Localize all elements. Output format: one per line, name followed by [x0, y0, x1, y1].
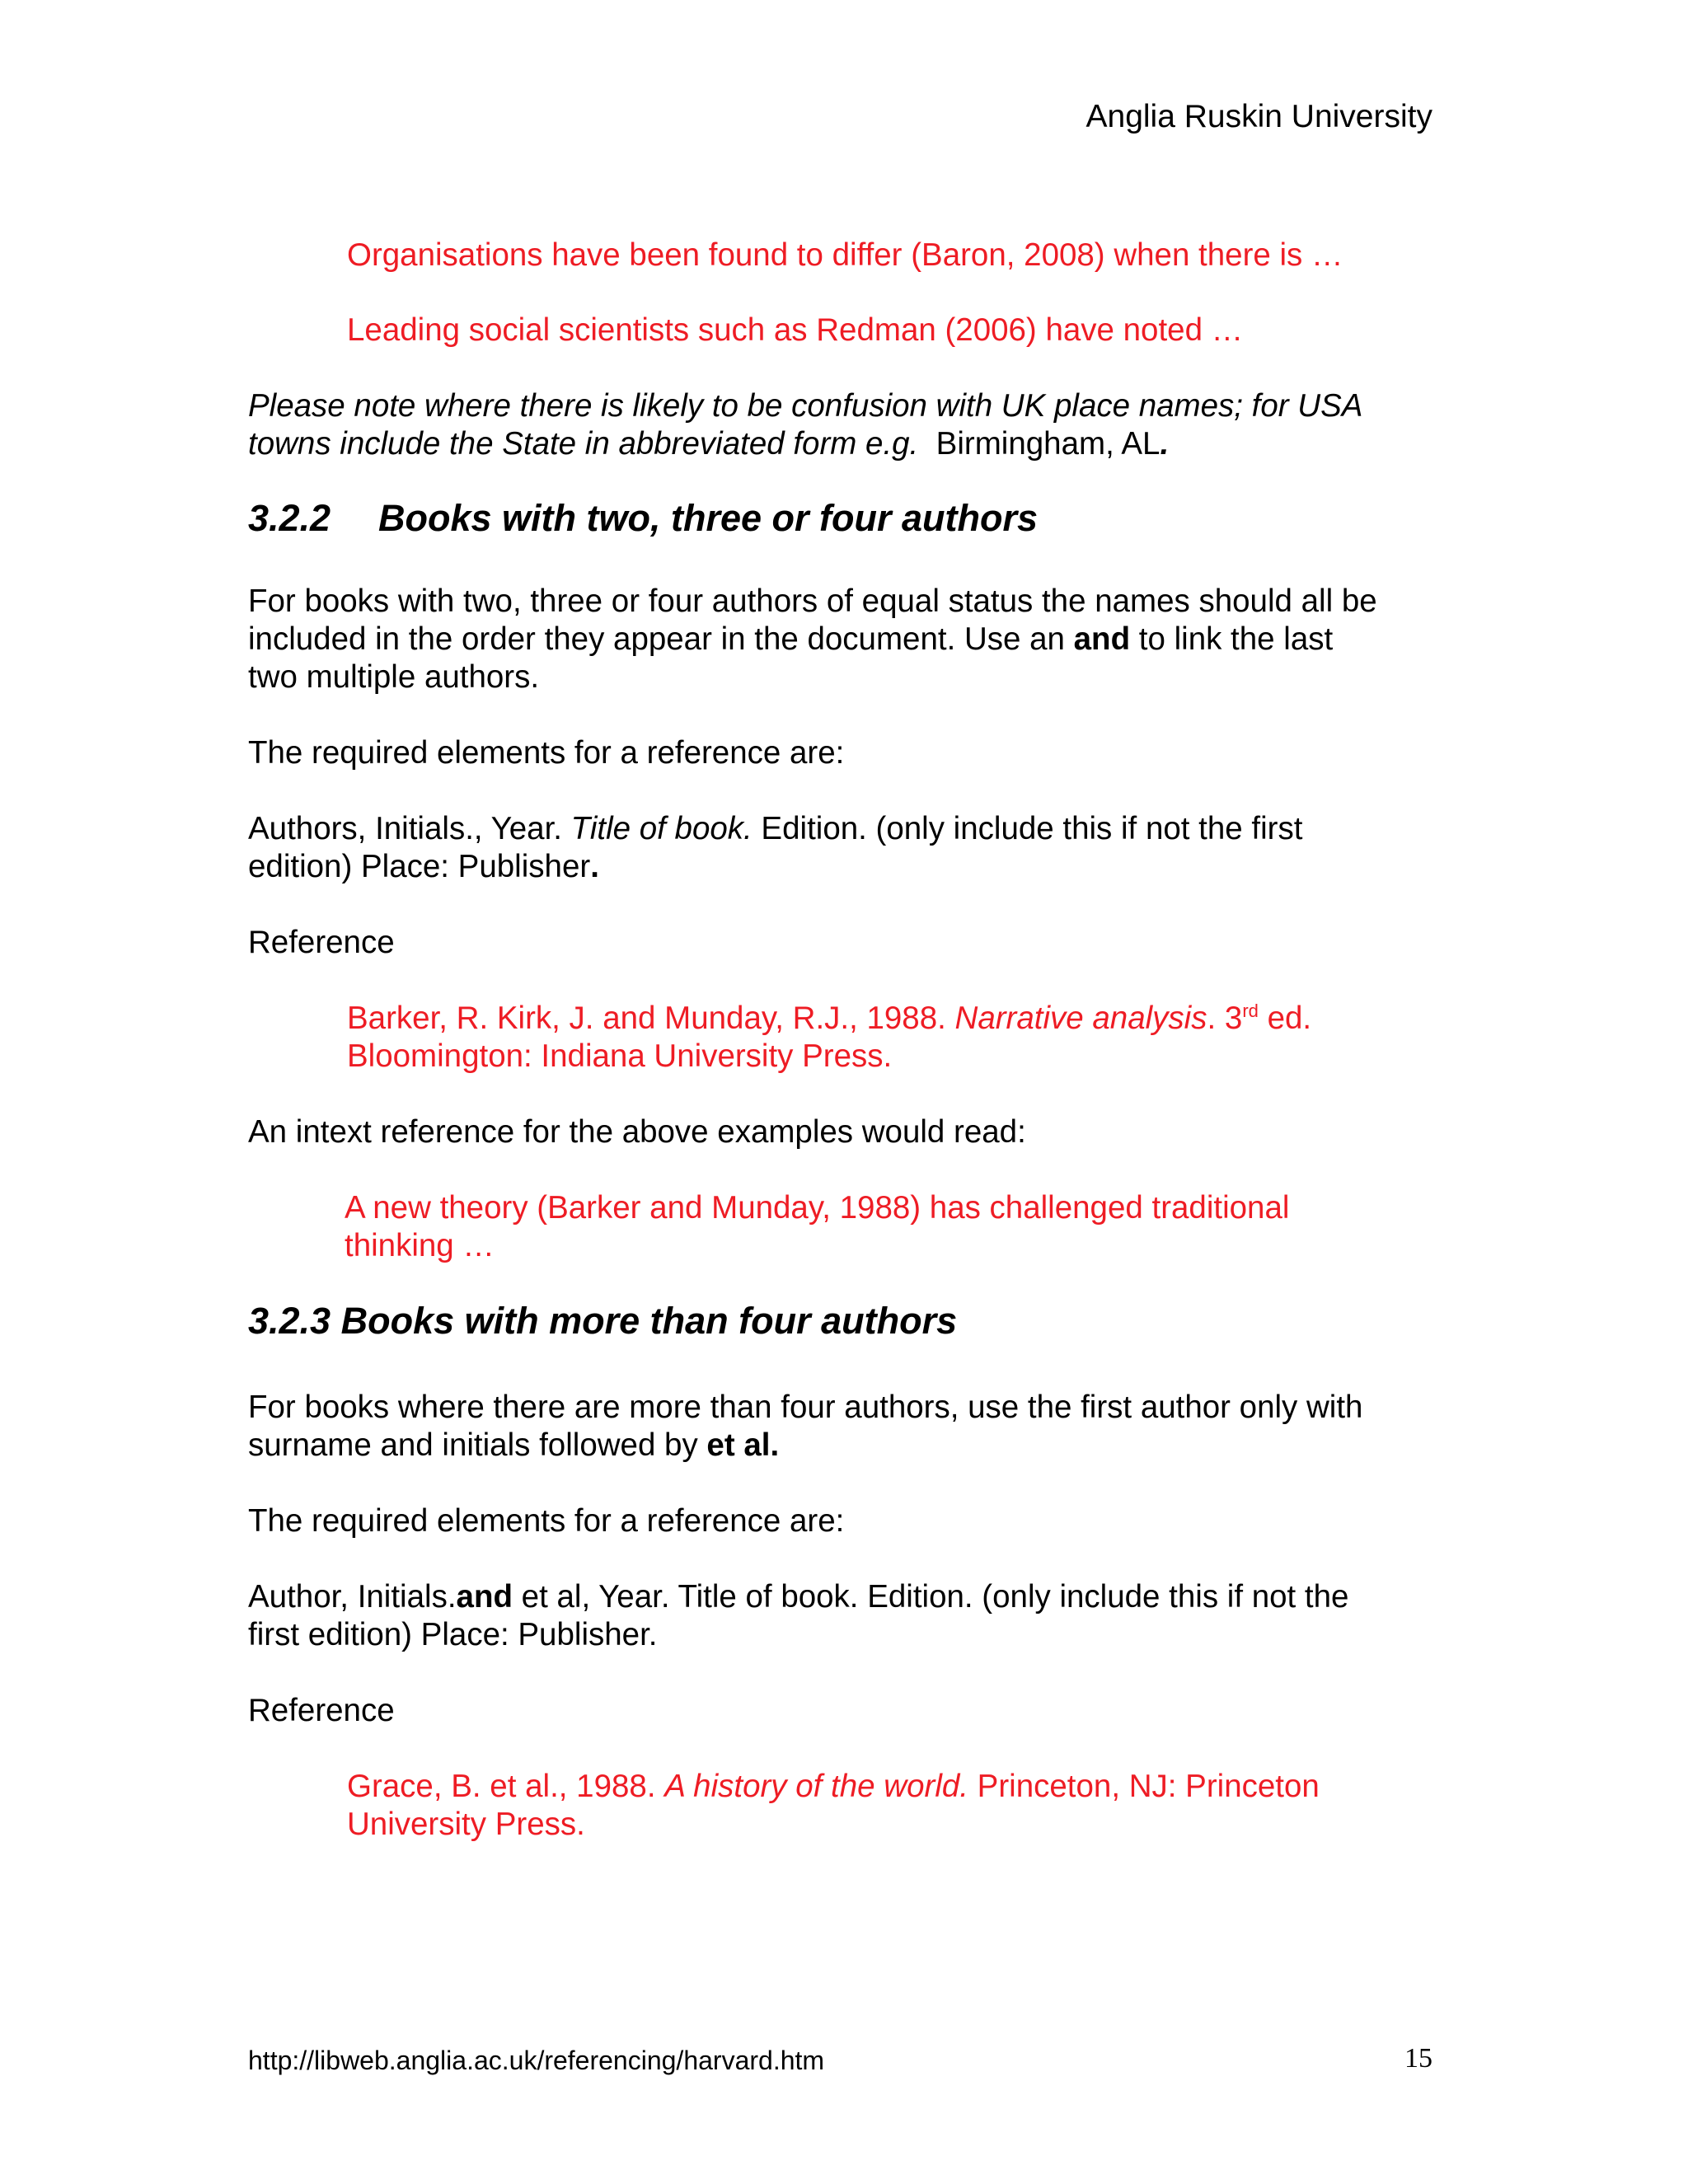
- section-323-required-intro: The required elements for a reference are:: [248, 1503, 845, 1539]
- section-title: Books with two, three or four authors: [378, 497, 1039, 539]
- note-paragraph-line1: Please note where there is likely to be confusion with UK place names; for USA: [248, 388, 1363, 424]
- section-322-intext-example-line1: A new theory (Barker and Munday, 1988) has challenged traditional: [345, 1190, 1290, 1226]
- footer-url: http://libweb.anglia.ac.uk/referencing/harvard.htm: [248, 2046, 825, 2075]
- example-intext-redman: Leading social scientists such as Redman (2006) have noted …: [347, 312, 1244, 348]
- section-323-reference-line1: Grace, B. et al., 1988. A history of the world. Princeton, NJ: Princeton: [347, 1769, 1320, 1804]
- page-header: Anglia Ruskin University: [1085, 99, 1432, 134]
- section-323-reference-label: Reference: [248, 1693, 395, 1728]
- section-323-elements-line1: Author, Initials.and et al, Year. Title of book. Edition. (only include this if not the: [248, 1579, 1349, 1615]
- section-number: 3.2.2: [248, 497, 331, 539]
- section-322-para-line3: two multiple authors.: [248, 659, 540, 695]
- section-322-reference-label: Reference: [248, 925, 395, 960]
- section-title: Books with more than four authors: [340, 1300, 958, 1342]
- note-paragraph-line2: towns include the State in abbreviated form e.g. Birmingham, AL.: [248, 426, 1170, 462]
- example-intext-baron: Organisations have been found to differ (Baron, 2008) when there is …: [347, 237, 1343, 273]
- section-322-elements-line1: Authors, Initials., Year. Title of book. Edition. (only include this if not the first: [248, 811, 1303, 846]
- section-322-intext-example-line2: thinking …: [345, 1228, 495, 1263]
- section-heading-3-2-2: [248, 496, 1038, 541]
- section-322-elements-line2: edition) Place: Publisher.: [248, 849, 599, 884]
- section-323-para-line1: For books where there are more than four authors, use the first author only with: [248, 1390, 1363, 1425]
- section-322-required-intro: The required elements for a reference are:: [248, 735, 845, 771]
- section-heading-3-2-3: [248, 1299, 957, 1343]
- section-number: 3.2.3: [248, 1300, 331, 1342]
- footer-page-number: 15: [1404, 2043, 1432, 2074]
- section-322-para-line1: For books with two, three or four authors of equal status the names should all be: [248, 583, 1377, 619]
- section-323-elements-line2: first edition) Place: Publisher.: [248, 1617, 658, 1652]
- section-323-para-line2: surname and initials followed by et al.: [248, 1427, 780, 1463]
- section-322-reference-line2: Bloomington: Indiana University Press.: [347, 1038, 893, 1074]
- section-322-para-line2: included in the order they appear in the document. Use an and to link the last: [248, 621, 1334, 657]
- section-322-reference-line1: Barker, R. Kirk, J. and Munday, R.J., 1988. Narrative analysis. 3rd ed.: [347, 1001, 1312, 1036]
- section-323-reference-line2: University Press.: [347, 1807, 585, 1842]
- section-322-intext-intro: An intext reference for the above examples would read:: [248, 1114, 1026, 1150]
